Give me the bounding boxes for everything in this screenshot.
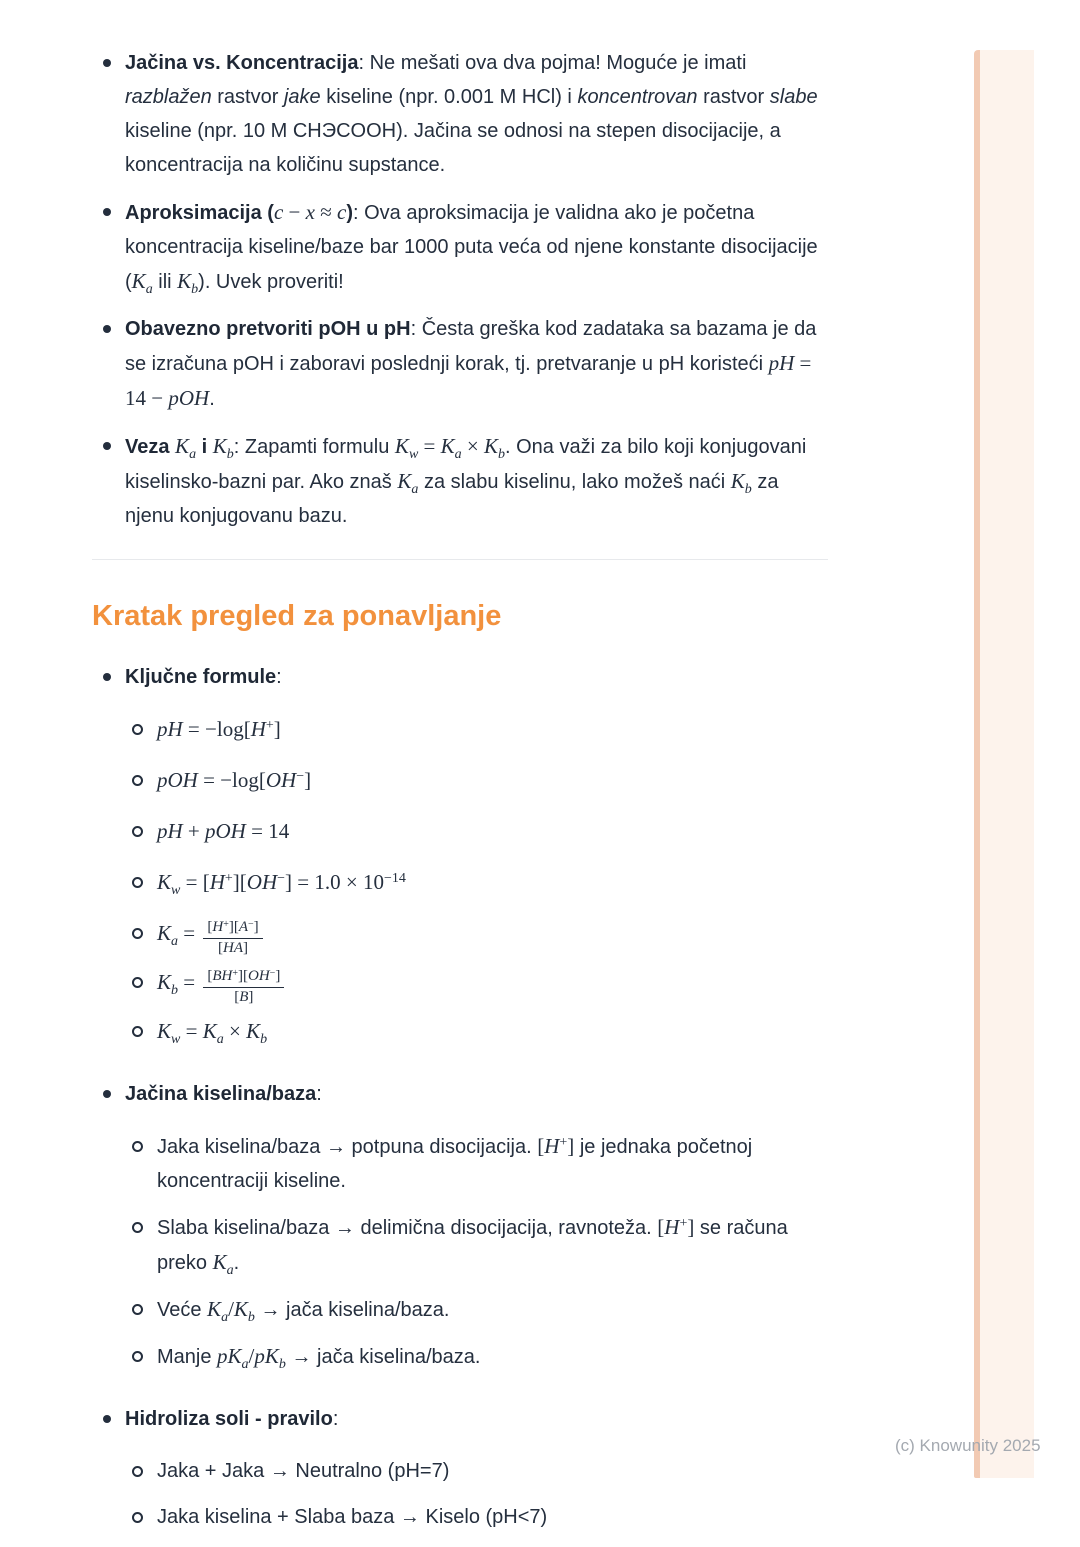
italic-text: koncentrovan — [577, 86, 698, 108]
sub-list-item: Jaka kiselina + Slaba baza → Kiselo (pH<7) — [125, 1500, 828, 1534]
formula: $K_b$ — [177, 269, 199, 297]
formula: $K_b$ — [212, 434, 234, 462]
formula: $K_a$ — [175, 434, 197, 462]
formula-fraction: $K_a$ = $\frac{[H^+][A^-]}{[HA]}$ — [157, 921, 263, 945]
formula: [H+] — [537, 1133, 575, 1158]
section-title: Kratak pregled za ponavljanje — [92, 600, 502, 632]
formula: $K_w = K_a \times K_b$ — [157, 1018, 268, 1047]
summary-group: Hidroliza soli - pravilo: Jaka + Jaka → Neutralno (pH=7) Jaka kiselina + Slaba baza → Kiselo (pH<7) — [92, 1402, 828, 1534]
formula: $K_b$ — [730, 469, 752, 497]
formula: $pK_a/pK_b$ — [217, 1343, 286, 1372]
bold-text: ) — [346, 202, 353, 224]
sub-list — [125, 712, 828, 1049]
sub-list — [125, 1454, 828, 1534]
bold-text: Jačina vs. Koncentracija — [125, 52, 359, 74]
sub-list-item — [125, 1014, 828, 1049]
sub-list-item: Manje $pK_a/pK_b$ → jača kiselina/baza. — [125, 1339, 828, 1374]
page-margin-panel — [980, 50, 1034, 1478]
sub-list-item — [125, 763, 828, 798]
bold-text: Obavezno pretvoriti pOH u pH — [125, 318, 411, 340]
sub-list-item — [125, 712, 828, 747]
italic-text: jake — [283, 86, 321, 108]
formula: $K_a$ — [397, 469, 419, 497]
formula: $K_w = [H^+][OH^-] = 1.0 \times 10^{-14}$ — [157, 870, 406, 898]
sub-list — [125, 1129, 828, 1374]
italic-text: razblažen — [125, 86, 212, 108]
formula-fraction: $K_b$ = $\frac{[BH^+][OH^-]}{[B]}$ — [157, 970, 284, 994]
bold-text: Jačina kiselina/baza — [125, 1082, 317, 1105]
key-point-item: Obavezno pretvoriti pOH u pH: Česta greška kod zadataka sa bazama je da se izračuna pOH i zaboravi poslednji korak, tj. pretvaranje u pH koristeći pH = 14 − pOH. — [92, 312, 828, 416]
bold-text: Veza — [125, 436, 176, 458]
sub-list-item — [125, 965, 828, 1006]
bold-text: i — [196, 436, 213, 458]
summary-group: Ključne formule: pH = −log[H+] pOH = −log[OH−] pH + pOH = 14 $K_w = [H^+][OH^-] = 1.0 \times 10^{-14}$ $K_a$ = $\frac{[H^+][A^-]}{[HA]}$ $K_b$ = $\frac{[BH^+][OH^-]}{[B]}$ $K_w = K_a \times K_b$ — [92, 660, 828, 1049]
sub-list-item: Slaba kiselina/baza → delimična disocijacija, ravnoteža. [H+] se računa preko $K_a$. — [125, 1210, 828, 1280]
bold-text: Ključne formule — [125, 666, 277, 688]
formula: pH = 14 − pOH — [125, 351, 812, 410]
sub-list-item: Jaka + Jaka → Neutralno (pH=7) — [125, 1454, 828, 1488]
formula: pOH = −log[OH−] — [157, 768, 312, 792]
sub-list-item: Jaka kiselina/baza → potpuna disocijacija. [H+] je jednaka početnoj koncentraciji kiseline. — [125, 1129, 828, 1198]
italic-text: slabe — [769, 86, 818, 108]
formula: pH = −log[H+] — [157, 717, 281, 741]
key-point-item: Aproksimacija (c − x ≈ c): Ova aproksimacija je validna ako je početna koncentracija kiseline/baze bar 1000 puta veća od njene konstante disocijacije ($K_a$ ili $K_b$). Uvek proveriti! — [92, 195, 828, 299]
formula: pH + pOH = 14 — [157, 819, 290, 843]
sub-list-item — [125, 814, 828, 849]
formula: $K_a/K_b$ — [207, 1296, 255, 1325]
formula: $K_a$ — [212, 1249, 234, 1278]
key-point-item: Jačina vs. Koncentracija: Ne mešati ova dva pojma! Moguće je imati razblažen rastvor jake kiseline (npr. 0.001 M HCl) i koncentrovan rastvor slabe kiseline (npr. 10 M CHЭCOOH). Jačina se odnosi na stepen disocijacije, a koncentracija na količinu supstance. — [92, 46, 828, 182]
bold-text: Hidroliza soli - pravilo — [125, 1407, 333, 1430]
formula: $K_a$ — [131, 269, 153, 297]
summary-list — [92, 660, 828, 1534]
formula: [H+] — [657, 1214, 695, 1239]
formula: c − x ≈ c — [273, 200, 347, 224]
formula: $K_w = K_a \times K_b$ — [394, 434, 505, 462]
sub-list-item: Veće $K_a/K_b$ → jača kiselina/baza. — [125, 1292, 828, 1327]
key-points-list — [92, 46, 828, 533]
section-divider — [92, 559, 828, 560]
sub-list-item — [125, 916, 828, 957]
sub-list-item — [125, 865, 828, 900]
copyright-notice: (c) Knowunity 2025 — [895, 1436, 1041, 1455]
key-point-item: Veza $K_a$ i $K_b$: Zapamti formulu $K_w = K_a \times K_b$. Ona važi za bilo koji konjugovani kiselinsko-bazni par. Ako znaš $K_a$ za slabu kiselinu, lako možeš naći $K_b$ za njenu konjugovanu bazu. — [92, 429, 828, 533]
notes-content — [92, 46, 828, 1547]
summary-group: Jačina kiselina/baza: Jaka kiselina/baza → potpuna disocijacija. [H+] je jednaka početnoj koncentraciji kiseline. Slaba kiselina/baza → delimična disocijacija, ravnoteža. [H+] se računa preko $K_a$. Veće $K_a/K_b$ → jača kiselina/baza. Manje $pK_a/pK_b$ → jača kiselina/baza. — [92, 1077, 828, 1374]
bold-text: Aproksimacija ( — [125, 202, 274, 224]
